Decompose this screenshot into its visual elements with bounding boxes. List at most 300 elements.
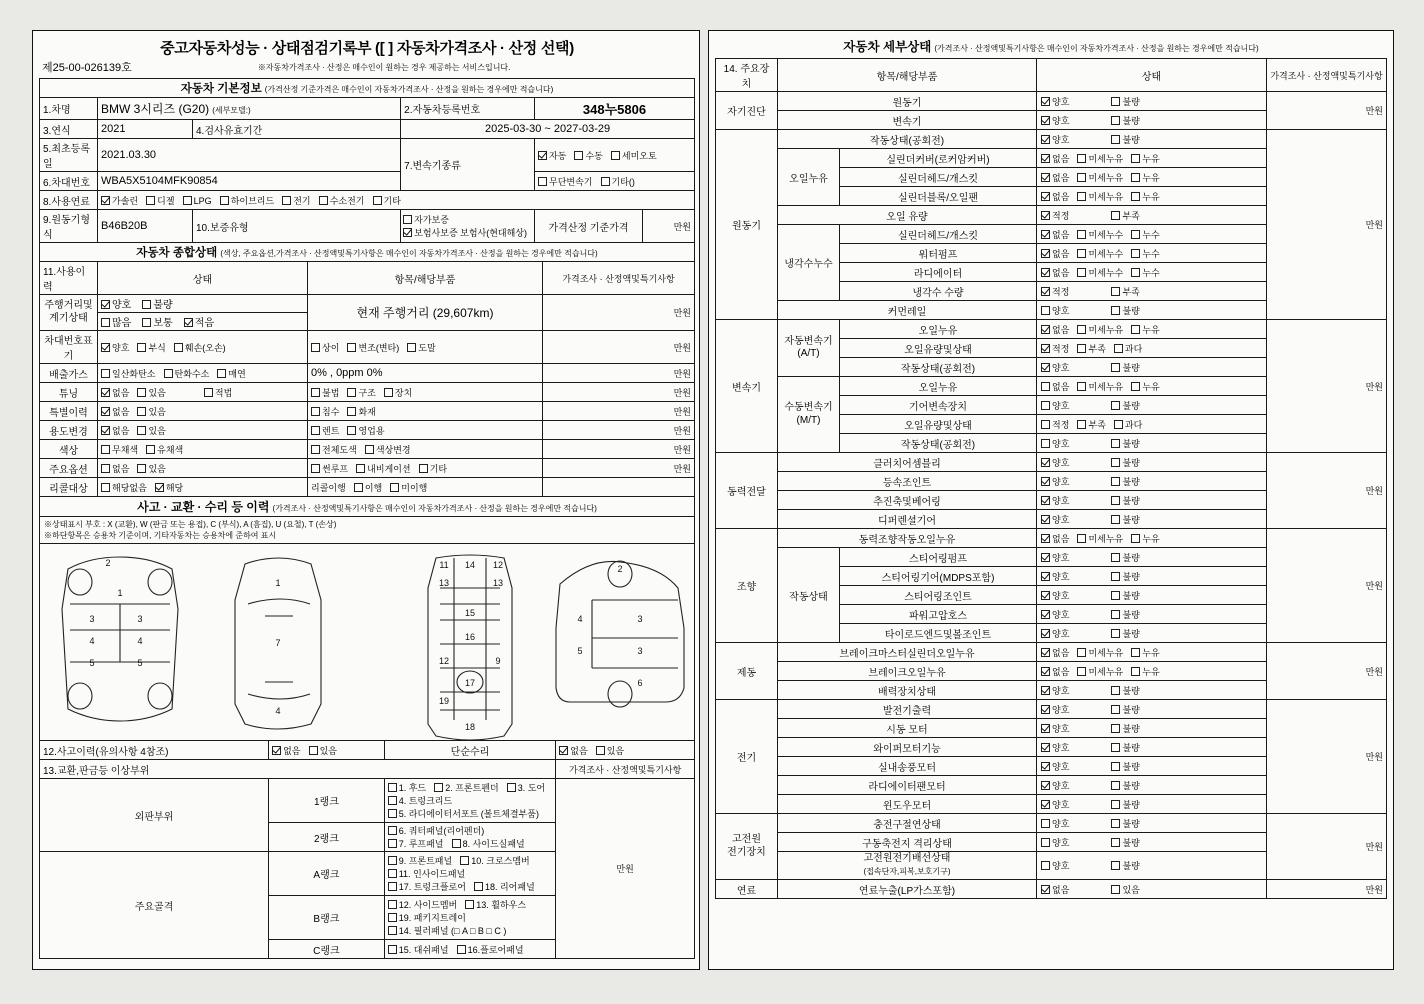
mileage-opt-few[interactable]: 적음 [184, 314, 214, 329]
checkbox-mt-idle-bad[interactable] [1111, 439, 1120, 448]
checkbox-coolanthead-leak[interactable] [1131, 230, 1140, 239]
radiator-minor[interactable]: 미세누수 [1077, 266, 1123, 279]
checkbox-rocker-none[interactable] [1041, 154, 1050, 163]
checkbox-panel-trunk-lid[interactable] [388, 796, 397, 805]
radiator-leak[interactable]: 누수 [1131, 266, 1159, 279]
options-opt-yes[interactable]: 있음 [137, 462, 165, 475]
frame-item-13[interactable]: 13. 휠하우스 [465, 898, 526, 911]
commonrail-good[interactable]: 양호 [1041, 304, 1069, 317]
checkbox-panel-quarter[interactable] [388, 826, 397, 835]
mt-oilleak-leak[interactable]: 누유 [1131, 380, 1159, 393]
checkbox-panel-roof[interactable] [388, 839, 397, 848]
frame-item-15[interactable]: 15. 대쉬패널 [388, 943, 449, 956]
checkbox-recall-done[interactable] [354, 483, 363, 492]
checkbox-engine-diag-good[interactable] [1041, 97, 1050, 106]
tuning-opt-illegal[interactable]: 불법 [311, 386, 339, 399]
checkbox-coolanthead-minor[interactable] [1077, 230, 1086, 239]
checkbox-alt-bad[interactable] [1111, 705, 1120, 714]
tm-opt-1[interactable]: 수동 [574, 149, 602, 162]
checkbox-radiator-leak[interactable] [1131, 268, 1140, 277]
at-idle-bad[interactable]: 불량 [1111, 361, 1139, 374]
mt-idle-good[interactable]: 양호 [1041, 437, 1069, 450]
block-none[interactable]: 없음 [1041, 190, 1069, 203]
headgasket-none[interactable]: 없음 [1041, 171, 1069, 184]
checkbox-panel-hood[interactable] [388, 783, 397, 792]
at-oilleak-leak[interactable]: 누유 [1131, 323, 1159, 336]
checkbox-options-other[interactable] [419, 464, 428, 473]
boil-leak[interactable]: 누유 [1131, 665, 1159, 678]
checkbox-coolanthead-none[interactable] [1041, 230, 1050, 239]
checkbox-frame-side-member[interactable] [388, 900, 397, 909]
checkbox-tierod-bad[interactable] [1111, 629, 1120, 638]
simplerepair-opt-none[interactable]: 없음 [559, 744, 587, 757]
starter-bad[interactable]: 불량 [1111, 722, 1139, 735]
checkbox-emission-co[interactable] [101, 369, 110, 378]
checkbox-rocker-minor[interactable] [1077, 154, 1086, 163]
fuel-opt-4[interactable]: 전기 [282, 194, 310, 207]
checkbox-chargeport-good[interactable] [1041, 819, 1050, 828]
tm-diag-good[interactable]: 양호 [1041, 114, 1069, 127]
checkbox-hvwiring-good[interactable] [1041, 861, 1050, 870]
checkbox-emission-hc[interactable] [164, 369, 173, 378]
checkbox-starter-bad[interactable] [1111, 724, 1120, 733]
propshaft-good[interactable]: 양호 [1041, 494, 1069, 507]
checkbox-accident-yes[interactable] [309, 746, 318, 755]
checkbox-tm-other[interactable] [601, 177, 610, 186]
psleak-leak[interactable]: 누유 [1131, 532, 1159, 545]
headgasket-minor[interactable]: 미세누유 [1077, 171, 1123, 184]
block-minor[interactable]: 미세누유 [1077, 190, 1123, 203]
checkbox-stgear-good[interactable] [1041, 572, 1050, 581]
hvwiring-good[interactable]: 양호 [1041, 859, 1069, 872]
checkbox-tierod-good[interactable] [1041, 629, 1050, 638]
checkbox-options-yes[interactable] [137, 464, 146, 473]
cvjoint-bad[interactable]: 불량 [1111, 475, 1139, 488]
wiper-good[interactable]: 양호 [1041, 741, 1069, 754]
accident-opt-none[interactable]: 없음 [272, 744, 300, 757]
checkbox-frame-dash-panel[interactable] [388, 945, 397, 954]
checkbox-usechange-rent[interactable] [311, 426, 320, 435]
recall-opt-done[interactable]: 이행 [354, 481, 382, 494]
checkbox-recall-yes[interactable] [155, 483, 164, 492]
rocker-none[interactable]: 없음 [1041, 152, 1069, 165]
checkbox-fuelleak-none[interactable] [1041, 885, 1050, 894]
checkbox-radfan-good[interactable] [1041, 781, 1050, 790]
psleak-minor[interactable]: 미세누유 [1077, 532, 1123, 545]
warranty-opt-0[interactable]: 자가보증 [403, 213, 449, 226]
checkbox-accident-none[interactable] [272, 746, 281, 755]
checkbox-tuning-legal[interactable] [204, 388, 213, 397]
checkbox-tm-diag-good[interactable] [1041, 116, 1050, 125]
checkbox-batteryiso-good[interactable] [1041, 838, 1050, 847]
frame-item-19[interactable]: 19. 패키지트레이 [388, 911, 466, 924]
frame-item-11[interactable]: 11. 인사이드패널 [388, 867, 466, 880]
checkbox-psleak-leak[interactable] [1131, 534, 1140, 543]
checkbox-vinmark-good[interactable] [101, 343, 110, 352]
warranty-opt-1[interactable]: 보험사보증 보험사(현대해상) [403, 226, 527, 239]
special-opt-yes[interactable]: 있음 [137, 405, 165, 418]
checkbox-powerhose-bad[interactable] [1111, 610, 1120, 619]
checkbox-tm-cvt[interactable] [538, 177, 547, 186]
checkbox-panel-radiator-support[interactable] [388, 809, 397, 818]
checkbox-cvjoint-good[interactable] [1041, 477, 1050, 486]
at-oilqty-ok[interactable]: 적정 [1041, 342, 1069, 355]
block-leak[interactable]: 누유 [1131, 190, 1159, 203]
checkbox-color-changed[interactable] [365, 445, 374, 454]
vinmark-opt-damage[interactable]: 훼손(오손) [174, 341, 226, 354]
checkbox-rocker-leak[interactable] [1131, 154, 1140, 163]
checkbox-coolantqty-ok[interactable] [1041, 287, 1050, 296]
blower-bad[interactable]: 불량 [1111, 760, 1139, 773]
checkbox-powerhose-good[interactable] [1041, 610, 1050, 619]
bmaster-none[interactable]: 없음 [1041, 646, 1069, 659]
checkbox-radfan-bad[interactable] [1111, 781, 1120, 790]
fuel-opt-6[interactable]: 기타 [373, 194, 401, 207]
tierod-good[interactable]: 양호 [1041, 627, 1069, 640]
checkbox-headgasket-leak[interactable] [1131, 173, 1140, 182]
cvjoint-good[interactable]: 양호 [1041, 475, 1069, 488]
frame-item-12[interactable]: 12. 사이드멤버 [388, 898, 457, 911]
checkbox-coolantqty-low[interactable] [1111, 287, 1120, 296]
checkbox-warranty-self[interactable] [403, 215, 412, 224]
panel-item-3[interactable]: 3. 도어 [507, 781, 545, 794]
checkbox-window-bad[interactable] [1111, 800, 1120, 809]
coolantqty-low[interactable]: 부족 [1111, 285, 1139, 298]
powerhose-bad[interactable]: 불량 [1111, 608, 1139, 621]
checkbox-tuning-device[interactable] [384, 388, 393, 397]
tm-opt-0[interactable]: 자동 [538, 149, 566, 162]
checkbox-usechange-none[interactable] [101, 426, 110, 435]
gearshift-bad[interactable]: 불량 [1111, 399, 1139, 412]
checkbox-block-minor[interactable] [1077, 192, 1086, 201]
alt-good[interactable]: 양호 [1041, 703, 1069, 716]
headgasket-leak[interactable]: 누유 [1131, 171, 1159, 184]
checkbox-fuel-other[interactable] [373, 196, 382, 205]
checkbox-blower-good[interactable] [1041, 762, 1050, 771]
checkbox-recall-notdone[interactable] [390, 483, 399, 492]
checkbox-mt-oilleak-minor[interactable] [1077, 382, 1086, 391]
checkbox-radiator-minor[interactable] [1077, 268, 1086, 277]
frame-item-14[interactable]: 14. 필러패널 (□ A □ B □ C ) [388, 924, 507, 937]
diffgear-bad[interactable]: 불량 [1111, 513, 1139, 526]
fuel-opt-5[interactable]: 수소전기 [319, 194, 365, 207]
boil-minor[interactable]: 미세누유 [1077, 665, 1123, 678]
checkbox-fuel-electric[interactable] [282, 196, 291, 205]
checkbox-propshaft-bad[interactable] [1111, 496, 1120, 505]
checkbox-recall-na[interactable] [101, 483, 110, 492]
checkbox-cvjoint-bad[interactable] [1111, 477, 1120, 486]
checkbox-tuning-illegal[interactable] [311, 388, 320, 397]
commonrail-bad[interactable]: 불량 [1111, 304, 1139, 317]
mileage-opt-good[interactable]: 양호 [101, 296, 131, 311]
checkbox-booster-good[interactable] [1041, 686, 1050, 695]
checkbox-options-none[interactable] [101, 464, 110, 473]
checkbox-simplerepair-none[interactable] [559, 746, 568, 755]
tm-diag-bad[interactable]: 불량 [1111, 114, 1139, 127]
checkbox-frame-trunk-floor[interactable] [388, 882, 397, 891]
checkbox-waterpump-none[interactable] [1041, 249, 1050, 258]
checkbox-clutch-good[interactable] [1041, 458, 1050, 467]
oilqty-ok[interactable]: 적정 [1041, 209, 1069, 222]
fuelleak-yes[interactable]: 있음 [1111, 883, 1139, 896]
checkbox-panel-side-sill[interactable] [452, 839, 461, 848]
checkbox-oilqty-ok[interactable] [1041, 211, 1050, 220]
batteryiso-good[interactable]: 양호 [1041, 836, 1069, 849]
checkbox-mt-oilleak-leak[interactable] [1131, 382, 1140, 391]
checkbox-mileage-few[interactable] [184, 318, 193, 327]
options-opt-sunroof[interactable]: 썬루프 [311, 462, 348, 475]
checkbox-at-oilqty-low[interactable] [1077, 344, 1086, 353]
hvwiring-bad[interactable]: 불량 [1111, 859, 1139, 872]
gearshift-good[interactable]: 양호 [1041, 399, 1069, 412]
checkbox-usechange-commercial[interactable] [347, 426, 356, 435]
checkbox-stjoint-good[interactable] [1041, 591, 1050, 600]
at-oilqty-excess[interactable]: 과다 [1114, 342, 1142, 355]
options-opt-nav[interactable]: 내비게이션 [356, 462, 410, 475]
checkbox-tm-semiauto[interactable] [611, 151, 620, 160]
tierod-bad[interactable]: 불량 [1111, 627, 1139, 640]
checkbox-booster-bad[interactable] [1111, 686, 1120, 695]
radfan-good[interactable]: 양호 [1041, 779, 1069, 792]
checkbox-commonrail-good[interactable] [1041, 306, 1050, 315]
checkbox-diffgear-bad[interactable] [1111, 515, 1120, 524]
checkbox-vinmark-corrosion[interactable] [137, 343, 146, 352]
color-opt-changed[interactable]: 색상변경 [365, 443, 411, 456]
clutch-good[interactable]: 양호 [1041, 456, 1069, 469]
checkbox-tuning-structure[interactable] [347, 388, 356, 397]
emission-opt-co[interactable]: 일산화탄소 [101, 367, 155, 380]
frame-item-17[interactable]: 17. 트렁크플로어 [388, 880, 466, 893]
checkbox-panel-door[interactable] [507, 783, 516, 792]
tuning-opt-none[interactable]: 없음 [101, 386, 129, 399]
checkbox-fuel-diesel[interactable] [146, 196, 155, 205]
checkbox-hvwiring-bad[interactable] [1111, 861, 1120, 870]
checkbox-waterpump-leak[interactable] [1131, 249, 1140, 258]
panel-item-8[interactable]: 8. 사이드실패널 [452, 837, 525, 850]
checkbox-bmaster-none[interactable] [1041, 648, 1050, 657]
usechange-opt-none[interactable]: 없음 [101, 424, 129, 437]
propshaft-bad[interactable]: 불량 [1111, 494, 1139, 507]
checkbox-blower-bad[interactable] [1111, 762, 1120, 771]
mileage-opt-many[interactable]: 많음 [101, 314, 131, 329]
checkbox-simplerepair-yes[interactable] [596, 746, 605, 755]
checkbox-engine-diag-bad[interactable] [1111, 97, 1120, 106]
checkbox-frame-front-panel[interactable] [388, 856, 397, 865]
checkbox-frame-crossmember[interactable] [460, 856, 469, 865]
powerhose-good[interactable]: 양호 [1041, 608, 1069, 621]
mt-oilqty-low[interactable]: 부족 [1077, 418, 1105, 431]
checkbox-frame-wheelhouse[interactable] [465, 900, 474, 909]
vinmark-opt-erased[interactable]: 도말 [407, 341, 435, 354]
checkbox-panel-front-fender[interactable] [434, 783, 443, 792]
checkbox-tm-diag-bad[interactable] [1111, 116, 1120, 125]
fuel-opt-3[interactable]: 하이브리드 [220, 194, 274, 207]
fuel-opt-0[interactable]: 가솔린 [101, 194, 138, 207]
panel-item-6[interactable]: 6. 쿼터패널(리어펜더) [388, 824, 485, 837]
checkbox-at-idle-good[interactable] [1041, 363, 1050, 372]
checkbox-tuning-none[interactable] [101, 388, 110, 397]
color-opt-achromatic[interactable]: 무채색 [101, 443, 138, 456]
stgear-bad[interactable]: 불량 [1111, 570, 1139, 583]
mt-oilqty-excess[interactable]: 과다 [1114, 418, 1142, 431]
engine-idle-good[interactable]: 양호 [1041, 133, 1069, 146]
color-opt-chromatic[interactable]: 유채색 [146, 443, 183, 456]
psleak-none[interactable]: 없음 [1041, 532, 1069, 545]
vinmark-opt-diff[interactable]: 상이 [311, 341, 339, 354]
boil-none[interactable]: 없음 [1041, 665, 1069, 678]
checkbox-gearshift-bad[interactable] [1111, 401, 1120, 410]
checkbox-emission-smoke[interactable] [217, 369, 226, 378]
fuelleak-none[interactable]: 없음 [1041, 883, 1069, 896]
checkbox-stpump-good[interactable] [1041, 553, 1050, 562]
checkbox-fuel-hydrogen[interactable] [319, 196, 328, 205]
engine-idle-bad[interactable]: 불량 [1111, 133, 1139, 146]
checkbox-mt-oilqty-low[interactable] [1077, 420, 1086, 429]
checkbox-bmaster-minor[interactable] [1077, 648, 1086, 657]
frame-item-9[interactable]: 9. 프론트패널 [388, 854, 452, 867]
checkbox-vinmark-damage[interactable] [174, 343, 183, 352]
fuel-opt-1[interactable]: 디젤 [146, 194, 174, 207]
checkbox-special-fire[interactable] [347, 407, 356, 416]
window-good[interactable]: 양호 [1041, 798, 1069, 811]
checkbox-options-nav[interactable] [356, 464, 365, 473]
alt-bad[interactable]: 불량 [1111, 703, 1139, 716]
booster-good[interactable]: 양호 [1041, 684, 1069, 697]
radfan-bad[interactable]: 불량 [1111, 779, 1139, 792]
mt-oilqty-ok[interactable]: 적정 [1041, 418, 1069, 431]
mt-idle-bad[interactable]: 불량 [1111, 437, 1139, 450]
starter-good[interactable]: 양호 [1041, 722, 1069, 735]
diffgear-good[interactable]: 양호 [1041, 513, 1069, 526]
checkbox-wiper-good[interactable] [1041, 743, 1050, 752]
usechange-opt-yes[interactable]: 있음 [137, 424, 165, 437]
checkbox-fuel-lpg[interactable] [183, 196, 192, 205]
checkbox-mileage-bad[interactable] [142, 300, 151, 309]
mileage-opt-normal[interactable]: 보통 [142, 314, 172, 329]
stpump-good[interactable]: 양호 [1041, 551, 1069, 564]
tm-opt-2[interactable]: 세미오토 [611, 149, 657, 162]
checkbox-frame-pillar-panel[interactable] [388, 926, 397, 935]
checkbox-at-oilqty-excess[interactable] [1114, 344, 1123, 353]
mt-oilleak-minor[interactable]: 미세누유 [1077, 380, 1123, 393]
checkbox-at-oilleak-none[interactable] [1041, 325, 1050, 334]
checkbox-mt-idle-good[interactable] [1041, 439, 1050, 448]
checkbox-fuelleak-yes[interactable] [1111, 885, 1120, 894]
rocker-minor[interactable]: 미세누유 [1077, 152, 1123, 165]
simplerepair-opt-yes[interactable]: 있음 [596, 744, 624, 757]
checkbox-color-fullpaint[interactable] [311, 445, 320, 454]
tuning-opt-structure[interactable]: 구조 [347, 386, 375, 399]
engine-diag-bad[interactable]: 불량 [1111, 95, 1139, 108]
checkbox-wiper-bad[interactable] [1111, 743, 1120, 752]
checkbox-diffgear-good[interactable] [1041, 515, 1050, 524]
checkbox-special-yes[interactable] [137, 407, 146, 416]
checkbox-alt-good[interactable] [1041, 705, 1050, 714]
batteryiso-bad[interactable]: 불량 [1111, 836, 1139, 849]
checkbox-mileage-normal[interactable] [142, 318, 151, 327]
checkbox-vinmark-diff[interactable] [311, 343, 320, 352]
checkbox-mt-oilqty-ok[interactable] [1041, 420, 1050, 429]
tm-opt-4[interactable]: 기타() [601, 175, 635, 188]
checkbox-block-none[interactable] [1041, 192, 1050, 201]
waterpump-minor[interactable]: 미세누수 [1077, 247, 1123, 260]
chargeport-good[interactable]: 양호 [1041, 817, 1069, 830]
tuning-opt-legal[interactable]: 적법 [204, 386, 232, 399]
checkbox-frame-inside-panel[interactable] [388, 869, 397, 878]
checkbox-engine-idle-bad[interactable] [1111, 135, 1120, 144]
panel-item-4[interactable]: 4. 트렁크리드 [388, 794, 452, 807]
panel-item-7[interactable]: 7. 루프패널 [388, 837, 444, 850]
checkbox-batteryiso-bad[interactable] [1111, 838, 1120, 847]
checkbox-frame-rear-panel[interactable] [474, 882, 483, 891]
checkbox-stjoint-bad[interactable] [1111, 591, 1120, 600]
bmaster-leak[interactable]: 누유 [1131, 646, 1159, 659]
coolanthead-minor[interactable]: 미세누수 [1077, 228, 1123, 241]
checkbox-special-none[interactable] [101, 407, 110, 416]
waterpump-leak[interactable]: 누수 [1131, 247, 1159, 260]
checkbox-color-achromatic[interactable] [101, 445, 110, 454]
checkbox-options-sunroof[interactable] [311, 464, 320, 473]
fuel-opt-2[interactable]: LPG [183, 196, 212, 206]
emission-opt-hc[interactable]: 탄화수소 [164, 367, 210, 380]
special-opt-none[interactable]: 없음 [101, 405, 129, 418]
checkbox-mileage-good[interactable] [101, 300, 110, 309]
accident-opt-yes[interactable]: 있음 [309, 744, 337, 757]
checkbox-frame-floor-panel[interactable] [457, 945, 466, 954]
checkbox-headgasket-none[interactable] [1041, 173, 1050, 182]
rocker-leak[interactable]: 누유 [1131, 152, 1159, 165]
checkbox-boil-leak[interactable] [1131, 667, 1140, 676]
checkbox-fuel-hybrid[interactable] [220, 196, 229, 205]
checkbox-engine-idle-good[interactable] [1041, 135, 1050, 144]
checkbox-psleak-minor[interactable] [1077, 534, 1086, 543]
checkbox-window-good[interactable] [1041, 800, 1050, 809]
checkbox-propshaft-good[interactable] [1041, 496, 1050, 505]
at-oilleak-none[interactable]: 없음 [1041, 323, 1069, 336]
checkbox-headgasket-minor[interactable] [1077, 173, 1086, 182]
stpump-bad[interactable]: 불량 [1111, 551, 1139, 564]
usechange-opt-commercial[interactable]: 영업용 [347, 424, 384, 437]
checkbox-mt-oilqty-excess[interactable] [1114, 420, 1123, 429]
mileage-opt-bad[interactable]: 불량 [142, 296, 172, 311]
checkbox-at-oilleak-leak[interactable] [1131, 325, 1140, 334]
checkbox-radiator-none[interactable] [1041, 268, 1050, 277]
special-opt-flood[interactable]: 침수 [311, 405, 339, 418]
checkbox-usechange-yes[interactable] [137, 426, 146, 435]
bmaster-minor[interactable]: 미세누유 [1077, 646, 1123, 659]
panel-item-5[interactable]: 5. 라디에이터서포트 (볼트체결부품) [388, 807, 539, 820]
chargeport-bad[interactable]: 불량 [1111, 817, 1139, 830]
checkbox-mileage-many[interactable] [101, 318, 110, 327]
panel-item-1[interactable]: 1. 후드 [388, 781, 426, 794]
checkbox-gearshift-good[interactable] [1041, 401, 1050, 410]
checkbox-at-oilleak-minor[interactable] [1077, 325, 1086, 334]
checkbox-commonrail-bad[interactable] [1111, 306, 1120, 315]
vinmark-opt-altered[interactable]: 변조(변타) [347, 341, 399, 354]
options-opt-none[interactable]: 없음 [101, 462, 129, 475]
checkbox-at-oilqty-ok[interactable] [1041, 344, 1050, 353]
recall-opt-notdone[interactable]: 미이행 [390, 481, 427, 494]
tuning-opt-yes[interactable]: 있음 [137, 386, 165, 399]
at-oilqty-low[interactable]: 부족 [1077, 342, 1105, 355]
checkbox-bmaster-leak[interactable] [1131, 648, 1140, 657]
vinmark-opt-good[interactable]: 양호 [101, 341, 129, 354]
vinmark-opt-corrosion[interactable]: 부식 [137, 341, 165, 354]
engine-diag-good[interactable]: 양호 [1041, 95, 1069, 108]
stjoint-good[interactable]: 양호 [1041, 589, 1069, 602]
oilqty-low[interactable]: 부족 [1111, 209, 1139, 222]
mt-oilleak-none[interactable]: 없음 [1041, 380, 1069, 393]
